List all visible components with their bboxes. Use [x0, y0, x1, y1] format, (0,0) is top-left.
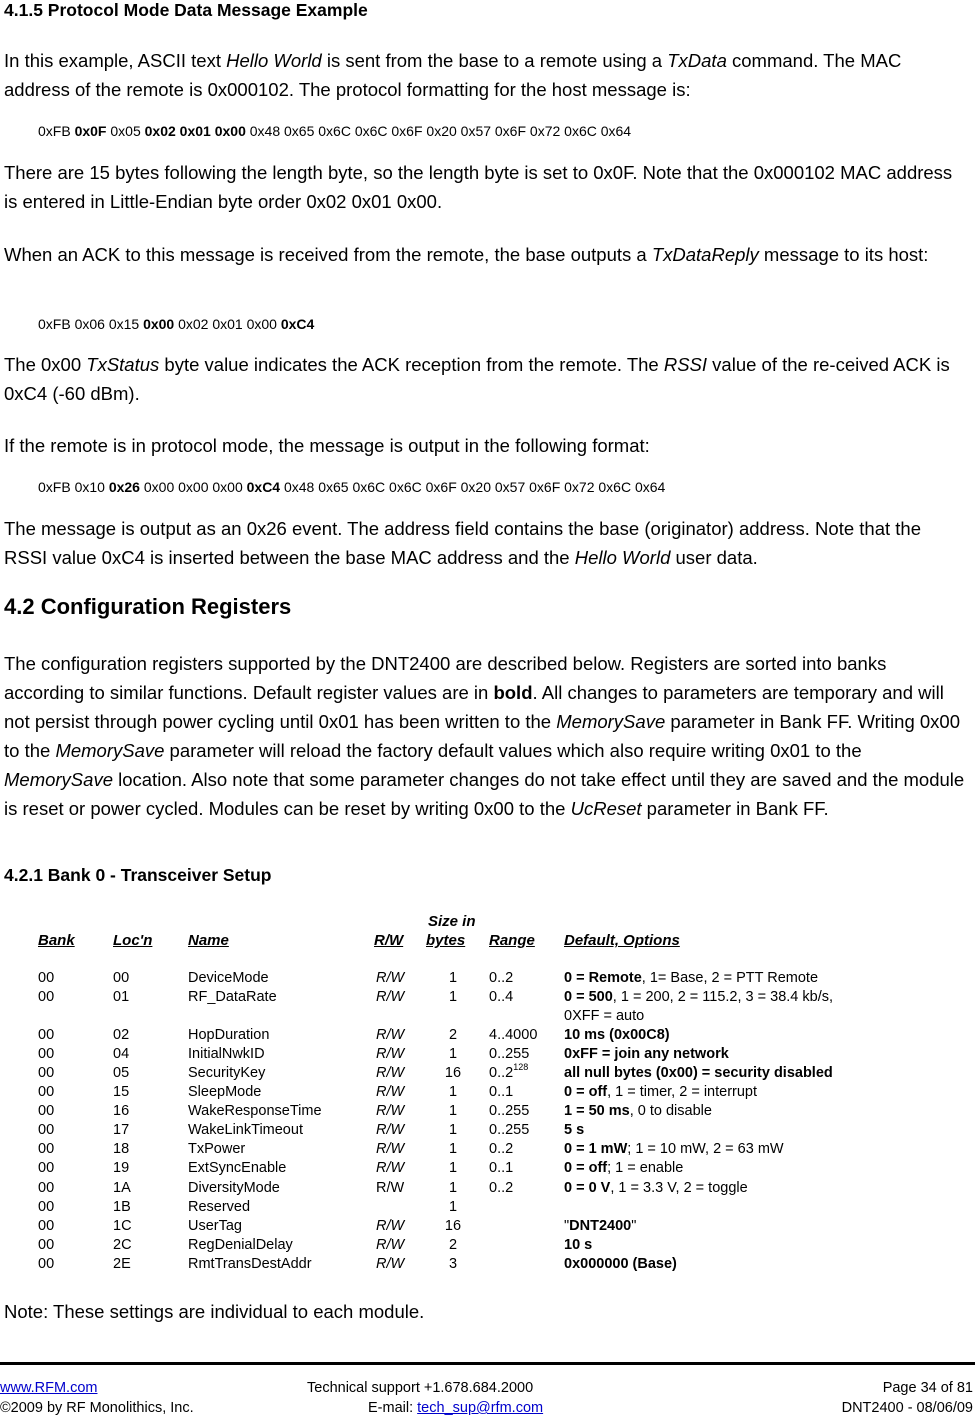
- cell-name: InitialNwkID: [188, 1046, 265, 1062]
- cell-bank: 00: [38, 989, 55, 1005]
- cell-default: 10 ms (0x00C8): [564, 1027, 670, 1043]
- paragraph-length-byte: There are 15 bytes following the length byte, so the length byte is set to 0x0F. Note that the 0x000102 MAC address is entered in Little-Endian byte order 0x02 0x01 0x00.: [4, 162, 953, 212]
- col-range: Range: [489, 932, 535, 949]
- cell-default: 0xFF = join any network: [564, 1046, 729, 1062]
- cell-locn: 19: [113, 1160, 130, 1176]
- paragraph-intro: In this example, ASCII text Hello World is sent from the base to a remote using a TxData command. The MAC address of the remote is 0x000102. The protocol formatting for the host message is:: [4, 50, 902, 100]
- cell-rw: R/W: [376, 1084, 405, 1100]
- footer-support: Technical support +1.678.684.2000: [307, 1380, 534, 1396]
- cell-name: SecurityKey: [188, 1065, 266, 1081]
- code-host-message: 0xFB 0x0F 0x05 0x02 0x01 0x00 0x48 0x65 0x6C 0x6C 0x6F 0x20 0x57 0x6F 0x72 0x6C 0x64: [38, 123, 632, 139]
- cell-rw: R/W: [376, 1237, 405, 1253]
- col-locn: Loc'n: [113, 932, 153, 949]
- cell-default: 0 = 500, 1 = 200, 2 = 115.2, 3 = 38.4 kb/s,: [564, 989, 834, 1005]
- cell-name: RegDenialDelay: [188, 1237, 293, 1253]
- col-default: Default, Options: [564, 932, 680, 949]
- cell-default: 0 = 1 mW; 1 = 10 mW, 2 = 63 mW: [564, 1141, 784, 1157]
- cell-locn: 1B: [113, 1199, 131, 1215]
- cell-bank: 00: [38, 970, 55, 986]
- cell-default: 0 = Remote, 1= Base, 2 = PTT Remote: [564, 970, 819, 986]
- cell-rw: R/W: [376, 1160, 405, 1176]
- cell-bank: 00: [38, 1084, 55, 1100]
- cell-size: 2: [448, 1237, 458, 1253]
- col-rw: R/W: [374, 932, 404, 949]
- cell-range: 0..2: [489, 1180, 514, 1196]
- cell-size: 1: [448, 1122, 458, 1138]
- cell-default: 5 s: [564, 1122, 585, 1138]
- cell-default: all null bytes (0x00) = security disabled: [564, 1065, 833, 1081]
- paragraph-event: The message is output as an 0x26 event. The address field contains the base (originator) address. Note that the RSSI value 0xC4 is inserted between the base MAC address and the Hello World user data.: [4, 518, 921, 568]
- cell-bank: 00: [38, 1237, 55, 1253]
- cell-rw: R/W: [376, 970, 405, 986]
- cell-name: RF_DataRate: [188, 989, 277, 1005]
- cell-size: 1: [448, 1141, 458, 1157]
- cell-bank: 00: [38, 1256, 55, 1272]
- cell-default: 0 = 0 V, 1 = 3.3 V, 2 = toggle: [564, 1180, 748, 1196]
- cell-bank: 00: [38, 1046, 55, 1062]
- footer-copyright: ©2009 by RF Monolithics, Inc.: [0, 1400, 194, 1416]
- footer-email-link[interactable]: tech_sup@rfm.com: [417, 1400, 544, 1416]
- paragraph-protocol-mode: If the remote is in protocol mode, the message is output in the following format:: [4, 435, 650, 456]
- cell-range: 0..1: [489, 1160, 514, 1176]
- cell-bank: 00: [38, 1199, 55, 1215]
- cell-locn: 00: [113, 970, 130, 986]
- code-event-output: 0xFB 0x10 0x26 0x00 0x00 0x00 0xC4 0x48 0x65 0x6C 0x6C 0x6F 0x20 0x57 0x6F 0x72 0x6C 0x64: [38, 479, 666, 495]
- cell-rw: R/W: [376, 1256, 405, 1272]
- cell-locn: 1A: [113, 1180, 131, 1196]
- section-heading-4-2: 4.2 Configuration Registers: [4, 594, 292, 619]
- cell-range: 0..2$^{128}$: [489, 1062, 529, 1081]
- cell-size: 1: [448, 1046, 458, 1062]
- cell-rw: R/W: [376, 1141, 405, 1157]
- cell-locn: 04: [113, 1046, 130, 1062]
- cell-locn: 01: [113, 989, 130, 1005]
- cell-name: WakeLinkTimeout: [188, 1122, 303, 1138]
- cell-rw: R/W: [376, 1180, 405, 1196]
- cell-bank: 00: [38, 1218, 55, 1234]
- cell-locn: 16: [113, 1103, 130, 1119]
- footer-doc-id: DNT2400 - 08/06/09: [841, 1400, 973, 1416]
- cell-default: 0 = off; 1 = enable: [564, 1160, 684, 1176]
- cell-locn: 2E: [113, 1256, 131, 1272]
- cell-rw: R/W: [376, 989, 405, 1005]
- cell-bank: 00: [38, 1160, 55, 1176]
- cell-rw: R/W: [376, 1027, 405, 1043]
- cell-name: UserTag: [188, 1218, 242, 1234]
- cell-rw: R/W: [376, 1103, 405, 1119]
- cell-locn: 2C: [113, 1237, 132, 1253]
- cell-locn: 1C: [113, 1218, 132, 1234]
- cell-size: 2: [448, 1027, 458, 1043]
- col-size-top: Size in: [428, 913, 476, 930]
- cell-range: 0..1: [489, 1084, 514, 1100]
- cell-name: SleepMode: [188, 1084, 262, 1100]
- col-size: bytes: [426, 932, 466, 949]
- footer-divider: [0, 1362, 975, 1365]
- cell-size: 1: [448, 1160, 458, 1176]
- cell-name: Reserved: [188, 1199, 251, 1215]
- cell-range: 4..4000: [489, 1027, 538, 1043]
- note-text: Note: These settings are individual to each module.: [4, 1301, 425, 1322]
- cell-bank: 00: [38, 1103, 55, 1119]
- cell-locn: 05: [113, 1065, 130, 1081]
- cell-default: 10 s: [564, 1237, 593, 1253]
- cell-size: 1: [448, 1103, 458, 1119]
- footer-email: E-mail: tech_sup@rfm.com: [368, 1400, 544, 1416]
- section-heading-4-1-5: 4.1.5 Protocol Mode Data Message Example: [4, 0, 368, 20]
- cell-locn: 17: [113, 1122, 130, 1138]
- cell-range: 0..255: [489, 1122, 530, 1138]
- paragraph-config-registers: The configuration registers supported by the DNT2400 are described below. Registers are sorted into banks according to similar functions. Default register values are in bold. All changes to parameters are temporary and will not persist through power cycling until 0x01 has been written to the MemorySave parameter in Bank FF. Writing 0x00 to the MemorySave parameter will reload the factory default values which also require writing 0x01 to the MemorySave location. Also note that some parameter changes do not take effect until they are saved and the module is reset or power cycled. Modules can be reset by writing 0x00 to the UcReset parameter in Bank FF.: [4, 653, 965, 819]
- col-bank: Bank: [38, 932, 75, 949]
- cell-default: "DNT2400": [564, 1218, 637, 1234]
- col-name: Name: [188, 932, 229, 949]
- cell-size: 1: [448, 989, 458, 1005]
- cell-name: HopDuration: [188, 1027, 270, 1043]
- cell-rw: R/W: [376, 1046, 405, 1062]
- cell-range: 0..255: [489, 1046, 530, 1062]
- paragraph-ack: When an ACK to this message is received from the remote, the base outputs a TxDataReply message to its host:: [4, 244, 929, 265]
- cell-size: 1: [448, 970, 458, 986]
- cell-rw: R/W: [376, 1122, 405, 1138]
- cell-name: ExtSyncEnable: [188, 1160, 287, 1176]
- section-heading-4-2-1: 4.2.1 Bank 0 - Transceiver Setup: [4, 865, 272, 885]
- cell-default: 1 = 50 ms, 0 to disable: [564, 1103, 712, 1119]
- cell-rw: R/W: [376, 1065, 405, 1081]
- cell-name: TxPower: [188, 1141, 246, 1157]
- cell-size: 1: [448, 1180, 458, 1196]
- paragraph-txstatus: The 0x00 TxStatus byte value indicates the ACK reception from the remote. The RSSI value of the re-ceived ACK is 0xC4 (-60 dBm).: [4, 354, 950, 404]
- cell-locn: 15: [113, 1084, 130, 1100]
- footer-website-link[interactable]: www.RFM.com: [0, 1380, 98, 1396]
- cell-locn: 02: [113, 1027, 130, 1043]
- cell-range: 0..4: [489, 989, 514, 1005]
- cell-size: 1: [448, 1084, 458, 1100]
- cell-name: DeviceMode: [188, 970, 269, 986]
- cell-size: 3: [448, 1256, 458, 1272]
- cell-default: 0x000000 (Base): [564, 1256, 677, 1272]
- cell-range: 0..255: [489, 1103, 530, 1119]
- cell-locn: 18: [113, 1141, 130, 1157]
- cell-range: 0..2: [489, 1141, 514, 1157]
- cell-bank: 00: [38, 1141, 55, 1157]
- cell-default-line2: 0XFF = auto: [564, 1008, 645, 1024]
- cell-size: 16: [444, 1065, 462, 1081]
- cell-size: 16: [444, 1218, 462, 1234]
- cell-size: 1: [448, 1199, 458, 1215]
- footer-page-number: Page 34 of 81: [882, 1380, 973, 1396]
- cell-name: WakeResponseTime: [188, 1103, 322, 1119]
- cell-name: DiversityMode: [188, 1180, 280, 1196]
- cell-range: 0..2: [489, 970, 514, 986]
- cell-bank: 00: [38, 1027, 55, 1043]
- cell-default: 0 = off, 1 = timer, 2 = interrupt: [564, 1084, 758, 1100]
- cell-bank: 00: [38, 1122, 55, 1138]
- cell-bank: 00: [38, 1180, 55, 1196]
- cell-rw: R/W: [376, 1218, 405, 1234]
- cell-name: RmtTransDestAddr: [188, 1256, 312, 1272]
- code-txdatareply: 0xFB 0x06 0x15 0x00 0x02 0x01 0x00 0xC4: [38, 316, 315, 332]
- cell-bank: 00: [38, 1065, 55, 1081]
